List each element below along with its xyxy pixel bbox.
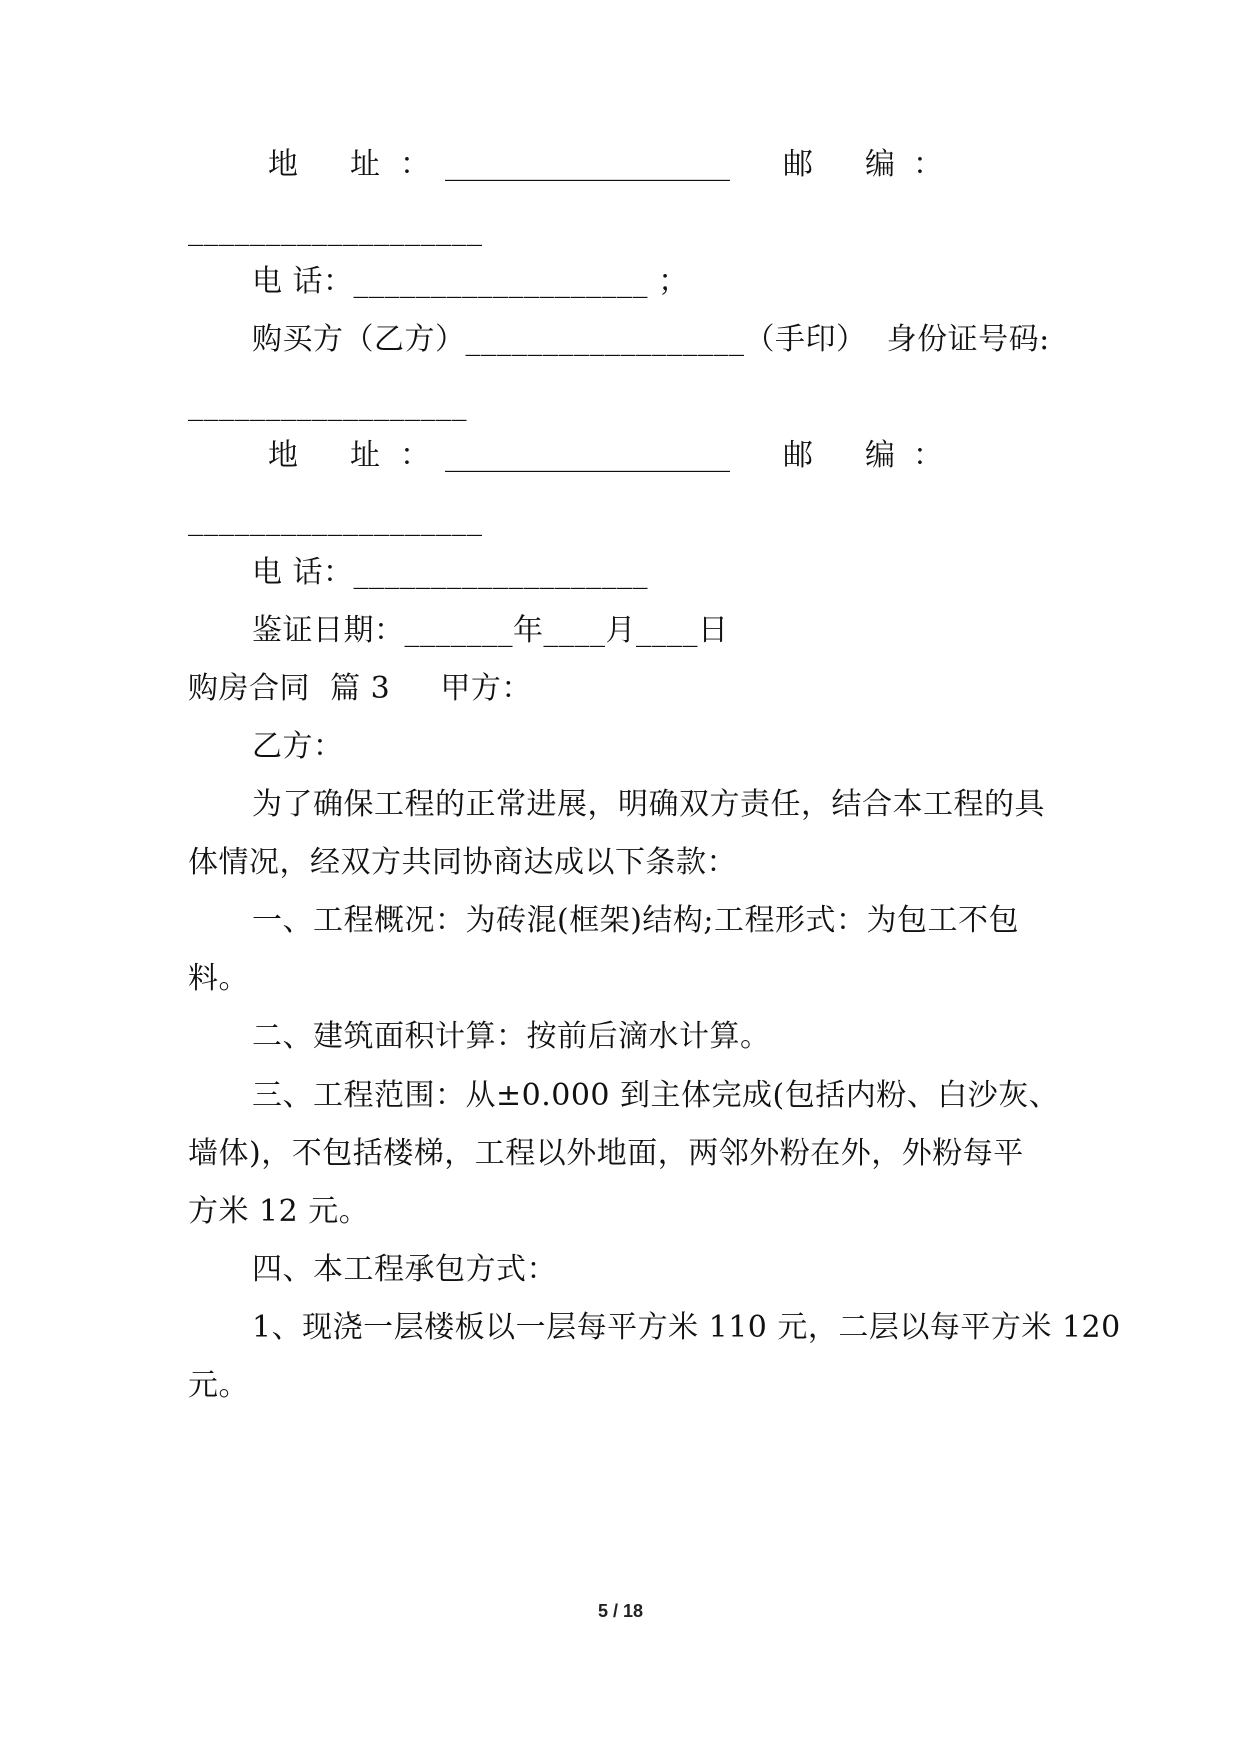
postcode-char-1: 邮: [783, 438, 813, 473]
clause-2-line: 二、建筑面积计算：按前后滴水计算。: [252, 1019, 771, 1054]
clause-4-item-1: 1、现浇一层楼板以一层每平方米 110 元，二层以每平方米 120: [252, 1310, 1121, 1345]
clause-4-heading: 四、本工程承包方式：: [252, 1252, 557, 1287]
seller-postcode-blank: ___________________: [188, 212, 483, 247]
address-blank: ___________________: [445, 147, 730, 182]
clause-3-line: 墙体)，不包括楼梯，工程以外地面，两邻外粉在外，外粉每平: [188, 1136, 1024, 1171]
party-b-label: 乙方：: [252, 729, 344, 764]
address-char-1: 地: [268, 438, 298, 473]
address-char-2: 址: [350, 147, 380, 182]
paragraph-line: 为了确保工程的正常进展，明确双方责任，结合本工程的具: [252, 787, 1045, 822]
clause-1-line: 料。: [188, 961, 249, 996]
postcode-char-1: 邮: [783, 147, 813, 182]
postcode-char-2: 编: [865, 438, 895, 473]
buyer-postcode-blank: ___________________: [188, 502, 483, 537]
clause-3-line: 三、工程范围：从±0.000 到主体完成(包括内粉、白沙灰、: [252, 1078, 1060, 1113]
address-blank: ___________________: [445, 438, 730, 473]
address-char-1: 地: [268, 147, 298, 182]
buyer-phone-line: 电 话：___________________: [252, 555, 649, 590]
contract-heading: 购房合同 篇 3 甲方：: [188, 671, 532, 706]
address-char-2: 址: [350, 438, 380, 473]
clause-3-line: 方米 12 元。: [188, 1194, 370, 1229]
paragraph-line: 体情况，经双方共同协商达成以下条款：: [188, 845, 737, 880]
address-colon: ：: [400, 147, 430, 182]
buyer-line: 购买方（乙方）__________________（手印） 身份证号码:: [252, 322, 1050, 357]
seller-phone-line: 电 话：___________________ ；: [252, 264, 689, 299]
page-number: 5 / 18: [597, 1601, 644, 1621]
postcode-colon: ：: [913, 147, 943, 182]
clause-1-line: 一、工程概况：为砖混(框架)结构;工程形式：为包工不包: [252, 903, 1020, 938]
postcode-char-2: 编: [865, 147, 895, 182]
certification-date-line: 鉴证日期：_______年____月____日: [252, 613, 729, 648]
clause-4-item-1: 元。: [188, 1368, 249, 1403]
buyer-id-blank: __________________: [188, 387, 467, 422]
address-colon: ：: [400, 438, 430, 473]
postcode-colon: ：: [913, 438, 943, 473]
